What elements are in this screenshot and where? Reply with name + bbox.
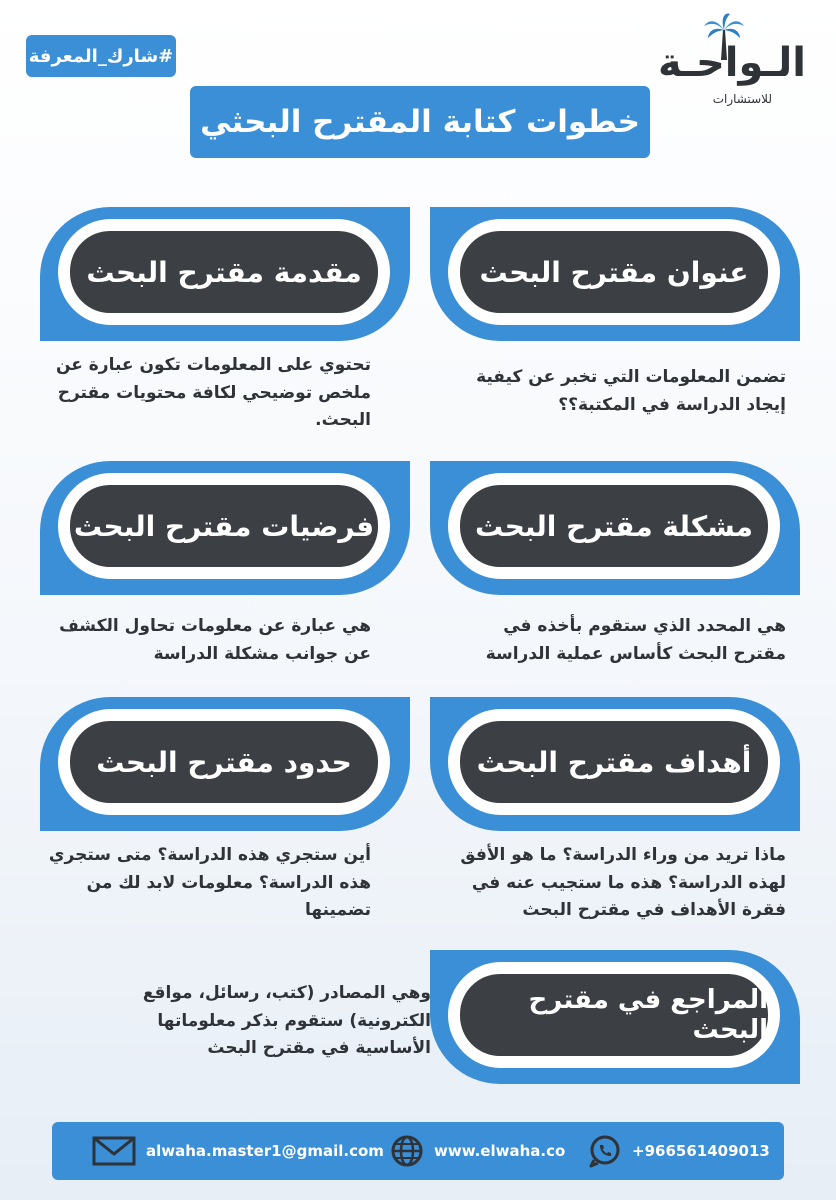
footer-email[interactable] xyxy=(92,1122,384,1180)
step-heading: فرضيات مقترح البحث xyxy=(70,485,378,567)
step-card-references xyxy=(430,950,800,1084)
step-heading: أهداف مقترح البحث xyxy=(460,721,768,803)
step-heading: مقدمة مقترح البحث xyxy=(70,231,378,313)
step-heading: عنوان مقترح البحث xyxy=(460,231,768,313)
step-description: أين ستجري هذه الدراسة؟ متى ستجري هذه الدراسة؟ معلومات لابد لك من تضمينها xyxy=(48,845,371,921)
step-description: هي المحدد الذي ستقوم بأخذه في مقترح البحث كأساس عملية الدراسة xyxy=(485,616,786,664)
website-text: www.elwaha.co xyxy=(434,1142,566,1160)
brand-name: الـواحـة xyxy=(658,40,806,86)
step-description: ماذا تريد من وراء الدراسة؟ ما هو الأفق لهذه الدراسة؟ هذه ما ستجيب عنه في فقرة الأهداف في مقترح البحث xyxy=(460,845,786,921)
step-heading: المراجع في مقترح البحث xyxy=(460,974,768,1056)
step-description: تحتوي على المعلومات تكون عبارة عن ملخص توضيحي لكافة محتويات مقترح البحث. xyxy=(55,355,371,431)
step-card-title xyxy=(430,207,800,341)
step-card-limits xyxy=(40,697,410,831)
page-title: خطوات كتابة المقترح البحثي xyxy=(190,86,650,158)
step-description: هي عبارة عن معلومات تحاول الكشف عن جوانب مشكلة الدراسة xyxy=(59,616,371,664)
globe-icon xyxy=(390,1134,424,1168)
contact-footer xyxy=(52,1122,784,1180)
email-text: alwaha.master1@gmail.com xyxy=(146,1142,384,1160)
footer-phone[interactable] xyxy=(588,1122,770,1180)
hashtag-badge: #شارك_المعرفة xyxy=(26,35,176,77)
step-heading: حدود مقترح البحث xyxy=(70,721,378,803)
step-card-introduction xyxy=(40,207,410,341)
step-heading: مشكلة مقترح البحث xyxy=(460,485,768,567)
step-card-objectives xyxy=(430,697,800,831)
step-description: وهي المصادر (كتب، رسائل، مواقع الكترونية) ستقوم بذكر معلوماتها الأساسية في مقترح البحث xyxy=(142,983,431,1059)
whatsapp-icon xyxy=(588,1134,622,1168)
step-card-hypotheses xyxy=(40,461,410,595)
phone-text: +966561409013 xyxy=(632,1142,770,1160)
envelope-icon xyxy=(92,1136,136,1166)
step-description: تضمن المعلومات التي تخبر عن كيفية إيجاد الدراسة في المكتبة؟؟ xyxy=(476,367,786,415)
brand-subtitle: للاستشارات xyxy=(712,92,772,106)
step-card-problem xyxy=(430,461,800,595)
footer-website[interactable] xyxy=(390,1122,565,1180)
